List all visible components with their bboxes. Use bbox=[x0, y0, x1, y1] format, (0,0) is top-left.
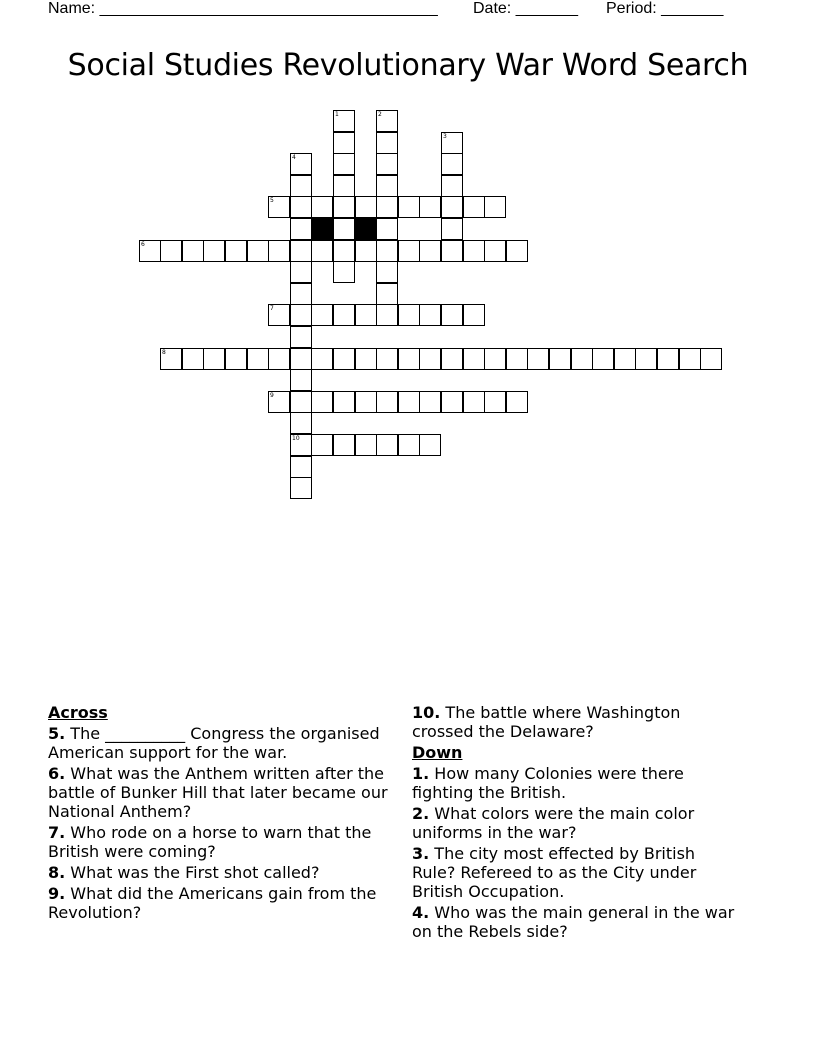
grid-cell[interactable] bbox=[182, 240, 204, 262]
clue-text: Who was the main general in the war on the Rebels side? bbox=[412, 903, 735, 941]
grid-cell[interactable] bbox=[376, 391, 398, 413]
down-heading: Down bbox=[412, 743, 463, 762]
grid-cell[interactable] bbox=[290, 477, 312, 499]
clues-column-left bbox=[48, 703, 388, 924]
grid-cell[interactable] bbox=[441, 196, 463, 218]
grid-cell[interactable] bbox=[333, 434, 355, 456]
grid-cell[interactable] bbox=[333, 304, 355, 326]
cell-number: 8 bbox=[162, 349, 166, 356]
grid-cell[interactable] bbox=[376, 348, 398, 370]
grid-cell[interactable] bbox=[571, 348, 593, 370]
cell-number: 6 bbox=[141, 241, 145, 248]
grid-cell[interactable] bbox=[376, 175, 398, 197]
cell-number: 3 bbox=[443, 133, 447, 140]
grid-cell[interactable] bbox=[419, 391, 441, 413]
grid-cell[interactable] bbox=[247, 348, 269, 370]
grid-cell[interactable] bbox=[441, 304, 463, 326]
grid-cell[interactable] bbox=[441, 153, 463, 175]
grid-cell[interactable] bbox=[463, 240, 485, 262]
grid-cell[interactable] bbox=[376, 153, 398, 175]
grid-cell[interactable] bbox=[376, 283, 398, 305]
grid-cell[interactable] bbox=[333, 261, 355, 283]
grid-cell[interactable] bbox=[355, 391, 377, 413]
grid-cell[interactable] bbox=[290, 348, 312, 370]
clues-column-right bbox=[412, 703, 742, 943]
clue-text: What colors were the main color uniforms in the war? bbox=[412, 804, 695, 842]
grid-cell[interactable] bbox=[333, 175, 355, 197]
grid-cell[interactable] bbox=[506, 240, 528, 262]
cell-number: 4 bbox=[292, 154, 296, 161]
grid-cell[interactable] bbox=[311, 196, 333, 218]
across-heading: Across bbox=[48, 703, 108, 722]
grid-cell[interactable] bbox=[484, 348, 506, 370]
grid-cell[interactable] bbox=[311, 348, 333, 370]
clue-text: Who rode on a horse to warn that the British were coming? bbox=[48, 823, 372, 861]
grid-cell[interactable] bbox=[398, 196, 420, 218]
clue-text: The city most effected by British Rule? Refereed to as the City under British Occupation. bbox=[412, 844, 697, 901]
clue-number: 7. bbox=[48, 823, 66, 842]
grid-cell[interactable] bbox=[419, 304, 441, 326]
grid-cell[interactable] bbox=[290, 304, 312, 326]
clue-number: 6. bbox=[48, 764, 66, 783]
grid-cell[interactable] bbox=[376, 434, 398, 456]
grid-cell[interactable] bbox=[484, 240, 506, 262]
grid-cell[interactable] bbox=[139, 240, 161, 262]
clue-number: 8. bbox=[48, 863, 66, 882]
grid-cell[interactable] bbox=[160, 348, 182, 370]
grid-cell[interactable] bbox=[441, 132, 463, 154]
grid-cell[interactable] bbox=[419, 348, 441, 370]
clue-number: 3. bbox=[412, 844, 430, 863]
grid-block-cell bbox=[355, 218, 377, 240]
grid-cell[interactable] bbox=[441, 391, 463, 413]
across-clue bbox=[48, 863, 388, 882]
grid-block-cell bbox=[311, 218, 333, 240]
clue-number: 5. bbox=[48, 724, 66, 743]
name-field-label: Name: ______________________________________ bbox=[48, 0, 438, 17]
grid-cell[interactable] bbox=[441, 240, 463, 262]
grid-cell[interactable] bbox=[398, 348, 420, 370]
grid-cell[interactable] bbox=[225, 348, 247, 370]
grid-cell[interactable] bbox=[268, 240, 290, 262]
grid-cell[interactable] bbox=[376, 218, 398, 240]
grid-cell[interactable] bbox=[355, 348, 377, 370]
grid-cell[interactable] bbox=[376, 304, 398, 326]
grid-cell[interactable] bbox=[290, 175, 312, 197]
grid-cell[interactable] bbox=[333, 132, 355, 154]
grid-cell[interactable] bbox=[376, 261, 398, 283]
grid-cell[interactable] bbox=[203, 240, 225, 262]
across-clue bbox=[412, 703, 742, 741]
down-clue bbox=[412, 764, 742, 802]
grid-cell[interactable] bbox=[419, 434, 441, 456]
grid-cell[interactable] bbox=[376, 240, 398, 262]
grid-cell[interactable] bbox=[268, 391, 290, 413]
grid-cell[interactable] bbox=[333, 110, 355, 132]
grid-cell[interactable] bbox=[333, 240, 355, 262]
grid-cell[interactable] bbox=[333, 218, 355, 240]
grid-cell[interactable] bbox=[160, 240, 182, 262]
down-clue bbox=[412, 804, 742, 842]
grid-cell[interactable] bbox=[311, 240, 333, 262]
grid-cell[interactable] bbox=[441, 175, 463, 197]
grid-cell[interactable] bbox=[311, 434, 333, 456]
grid-cell[interactable] bbox=[290, 326, 312, 348]
grid-cell[interactable] bbox=[203, 348, 225, 370]
grid-cell[interactable] bbox=[506, 391, 528, 413]
cell-number: 2 bbox=[378, 111, 382, 118]
grid-cell[interactable] bbox=[679, 348, 701, 370]
grid-cell[interactable] bbox=[355, 240, 377, 262]
grid-cell[interactable] bbox=[527, 348, 549, 370]
grid-cell[interactable] bbox=[398, 434, 420, 456]
grid-cell[interactable] bbox=[484, 196, 506, 218]
grid-cell[interactable] bbox=[441, 348, 463, 370]
clue-text: The battle where Washington crossed the Delaware? bbox=[412, 703, 681, 741]
grid-cell[interactable] bbox=[700, 348, 722, 370]
grid-cell[interactable] bbox=[290, 369, 312, 391]
grid-cell[interactable] bbox=[311, 304, 333, 326]
across-clue bbox=[48, 724, 388, 762]
grid-cell[interactable] bbox=[441, 218, 463, 240]
grid-cell[interactable] bbox=[419, 240, 441, 262]
grid-cell[interactable] bbox=[333, 196, 355, 218]
grid-cell[interactable] bbox=[398, 304, 420, 326]
grid-cell[interactable] bbox=[290, 261, 312, 283]
grid-cell[interactable] bbox=[268, 196, 290, 218]
clue-text: What was the Anthem written after the battle of Bunker Hill that later became our National Anthem? bbox=[48, 764, 388, 821]
grid-cell[interactable] bbox=[290, 456, 312, 478]
grid-cell[interactable] bbox=[290, 283, 312, 305]
grid-cell[interactable] bbox=[355, 304, 377, 326]
period-field-label: Period: _______ bbox=[606, 0, 724, 17]
across-clue bbox=[48, 823, 388, 861]
down-clue bbox=[412, 844, 742, 901]
grid-cell[interactable] bbox=[657, 348, 679, 370]
grid-cell[interactable] bbox=[419, 196, 441, 218]
grid-cell[interactable] bbox=[247, 240, 269, 262]
clue-number: 9. bbox=[48, 884, 66, 903]
clue-text: How many Colonies were there fighting the British. bbox=[412, 764, 684, 802]
grid-cell[interactable] bbox=[398, 391, 420, 413]
grid-cell[interactable] bbox=[355, 434, 377, 456]
grid-cell[interactable] bbox=[290, 196, 312, 218]
grid-cell[interactable] bbox=[182, 348, 204, 370]
grid-cell[interactable] bbox=[268, 304, 290, 326]
grid-cell[interactable] bbox=[635, 348, 657, 370]
clue-text: What did the Americans gain from the Revolution? bbox=[48, 884, 377, 922]
grid-cell[interactable] bbox=[398, 240, 420, 262]
down-clue bbox=[412, 903, 742, 941]
cell-number: 1 bbox=[335, 111, 339, 118]
grid-cell[interactable] bbox=[614, 348, 636, 370]
across-clue bbox=[48, 884, 388, 922]
clue-number: 4. bbox=[412, 903, 430, 922]
across-clue bbox=[48, 764, 388, 821]
grid-cell[interactable] bbox=[290, 218, 312, 240]
grid-cell[interactable] bbox=[268, 348, 290, 370]
clue-number: 10. bbox=[412, 703, 441, 722]
cell-number: 5 bbox=[270, 197, 274, 204]
grid-cell[interactable] bbox=[463, 391, 485, 413]
grid-cell[interactable] bbox=[463, 196, 485, 218]
grid-cell[interactable] bbox=[376, 196, 398, 218]
grid-cell[interactable] bbox=[290, 153, 312, 175]
clue-number: 2. bbox=[412, 804, 430, 823]
grid-cell[interactable] bbox=[333, 153, 355, 175]
cell-number: 7 bbox=[270, 305, 274, 312]
grid-cell[interactable] bbox=[290, 391, 312, 413]
grid-cell[interactable] bbox=[311, 391, 333, 413]
grid-cell[interactable] bbox=[333, 391, 355, 413]
grid-cell[interactable] bbox=[333, 348, 355, 370]
grid-cell[interactable] bbox=[592, 348, 614, 370]
grid-cell[interactable] bbox=[376, 110, 398, 132]
grid-cell[interactable] bbox=[225, 240, 247, 262]
grid-cell[interactable] bbox=[506, 348, 528, 370]
grid-cell[interactable] bbox=[376, 132, 398, 154]
page-title: Social Studies Revolutionary War Word Search bbox=[67, 48, 749, 83]
grid-cell[interactable] bbox=[549, 348, 571, 370]
date-field-label: Date: _______ bbox=[473, 0, 578, 17]
clue-text: What was the First shot called? bbox=[65, 863, 320, 882]
grid-cell[interactable] bbox=[290, 434, 312, 456]
grid-cell[interactable] bbox=[484, 391, 506, 413]
clue-text: The __________ Congress the organised American support for the war. bbox=[48, 724, 380, 762]
cell-number: 9 bbox=[270, 392, 274, 399]
clue-number: 1. bbox=[412, 764, 430, 783]
grid-cell[interactable] bbox=[355, 196, 377, 218]
cell-number: 10 bbox=[292, 435, 300, 442]
grid-cell[interactable] bbox=[290, 240, 312, 262]
grid-cell[interactable] bbox=[463, 304, 485, 326]
crossword-grid bbox=[0, 0, 816, 520]
grid-cell[interactable] bbox=[463, 348, 485, 370]
grid-cell[interactable] bbox=[290, 412, 312, 434]
